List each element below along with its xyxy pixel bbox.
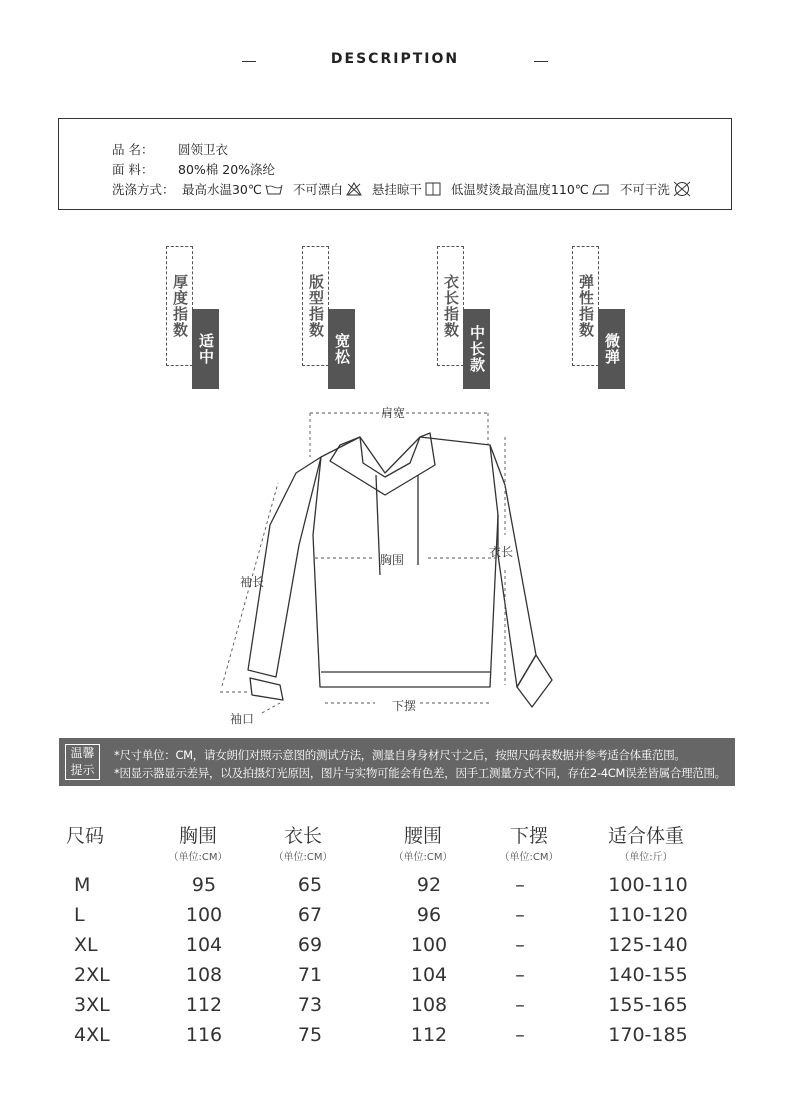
left-sleeve [248, 457, 321, 677]
cell-waist: 108 [410, 994, 448, 1016]
cell-weight: 100-110 [608, 874, 688, 896]
care-item-hang-dry: 悬挂晾干 [372, 180, 441, 198]
cell-weight: 125-140 [608, 934, 688, 956]
table-unit-chest: （单位:CM） [168, 852, 228, 863]
index-value: 适中 [197, 333, 215, 365]
index-thickness [166, 246, 215, 366]
index-value: 中长款 [468, 325, 486, 373]
index-fit [302, 246, 351, 366]
label-sleeve: 袖长 [240, 575, 265, 589]
hoodie-body-outline [313, 437, 498, 687]
cell-chest: 112 [185, 994, 223, 1016]
notes-tag: 温馨提示 [65, 744, 100, 780]
care-item-iron: 低温熨烫最高温度110℃ [451, 180, 610, 198]
product-material-value: 80%棉 20%涤纶 [178, 162, 276, 177]
table-header-size: 尺码 [65, 825, 104, 847]
right-cuff [517, 655, 552, 707]
cell-length: 75 [297, 1024, 323, 1046]
cell-waist: 100 [410, 934, 448, 956]
product-care-row [112, 180, 697, 198]
cell-chest: 95 [191, 874, 217, 896]
product-material-label: 面 料： [112, 162, 154, 177]
label-chest: 胸围 [380, 553, 405, 567]
cell-size: 3XL [74, 994, 110, 1016]
notes-bar [59, 738, 735, 786]
product-name-label: 品 名： [112, 142, 154, 157]
cell-hem: – [515, 994, 525, 1016]
page-title: DESCRIPTION [330, 51, 460, 67]
product-material-row [112, 160, 275, 178]
cell-weight: 170-185 [608, 1024, 688, 1046]
cell-hem: – [515, 904, 525, 926]
cell-hem: – [515, 1024, 525, 1046]
cell-chest: 100 [185, 904, 223, 926]
cell-length: 73 [297, 994, 323, 1016]
wash-30-icon [265, 183, 283, 195]
index-length [437, 246, 486, 373]
cell-waist: 92 [416, 874, 442, 896]
cell-waist: 104 [410, 964, 448, 986]
notes-line-2: *因显示器显示差异，以及拍摄灯光原因，图片与实物可能会有色差，因手工测量方式不同，存在2-4CM误差皆属合理范围。 [114, 766, 726, 780]
cell-weight: 155-165 [608, 994, 688, 1016]
label-length: 衣长 [489, 545, 514, 559]
table-header-weight: 适合体重 [607, 825, 684, 847]
index-label: 厚度指数 [171, 274, 189, 338]
label-hem: 下摆 [392, 699, 417, 713]
care-item-bleach: 不可漂白 [293, 180, 362, 198]
iron-icon [592, 183, 610, 195]
cell-hem: – [515, 934, 525, 956]
care-item-wash: 最高水温30℃ [182, 180, 283, 198]
cell-length: 69 [297, 934, 323, 956]
cell-hem: – [515, 874, 525, 896]
right-sleeve [490, 445, 536, 687]
wash-label: 洗涤方式： [112, 182, 175, 197]
table-header-length: 衣长 [283, 825, 322, 847]
label-cuff: 袖口 [230, 712, 255, 726]
index-value: 微弹 [603, 333, 621, 365]
cell-size: L [74, 904, 85, 926]
cell-size: 4XL [74, 1024, 110, 1046]
cell-length: 65 [297, 874, 323, 896]
cell-size: M [74, 874, 91, 896]
hoodie-hood [330, 433, 435, 495]
cell-weight: 140-155 [608, 964, 688, 986]
table-header-hem: 下摆 [509, 825, 548, 847]
index-elasticity [572, 246, 621, 366]
table-unit-hem: （单位:CM） [499, 852, 559, 863]
cell-waist: 112 [410, 1024, 448, 1046]
no-bleach-icon [346, 182, 362, 196]
index-label: 弹性指数 [577, 274, 595, 338]
cell-waist: 96 [416, 904, 442, 926]
cell-length: 71 [297, 964, 323, 986]
cell-hem: – [515, 964, 525, 986]
product-name-value: 圆领卫衣 [178, 142, 229, 157]
left-cuff [250, 678, 283, 700]
table-unit-weight: （单位:斤） [619, 852, 673, 863]
table-header-chest: 胸围 [178, 825, 217, 847]
table-unit-length: （单位:CM） [273, 852, 333, 863]
index-label: 衣长指数 [442, 274, 460, 338]
label-shoulder: 肩宽 [381, 406, 406, 420]
product-name-row [112, 140, 228, 158]
heading-dash-right [534, 61, 548, 62]
table-header-waist: 腰围 [403, 825, 442, 847]
cell-size: 2XL [74, 964, 110, 986]
cell-chest: 116 [185, 1024, 223, 1046]
care-item-dry-clean: 不可干洗 [620, 180, 691, 198]
no-dry-clean-icon [673, 181, 691, 197]
cell-chest: 108 [185, 964, 223, 986]
hang-dry-icon [425, 182, 441, 196]
product-info-box [58, 118, 732, 210]
cell-length: 67 [297, 904, 323, 926]
notes-line-1: *尺寸单位：CM，请女朗们对照示意图的测试方法，测量自身身材尺寸之后，按照尺码表数据并参考适合体重范围。 [114, 748, 686, 762]
cell-chest: 104 [185, 934, 223, 956]
table-unit-waist: （单位:CM） [393, 852, 453, 863]
index-value: 宽松 [333, 333, 351, 365]
cell-size: XL [74, 934, 98, 956]
index-label: 版型指数 [307, 274, 325, 338]
cell-weight: 110-120 [608, 904, 688, 926]
